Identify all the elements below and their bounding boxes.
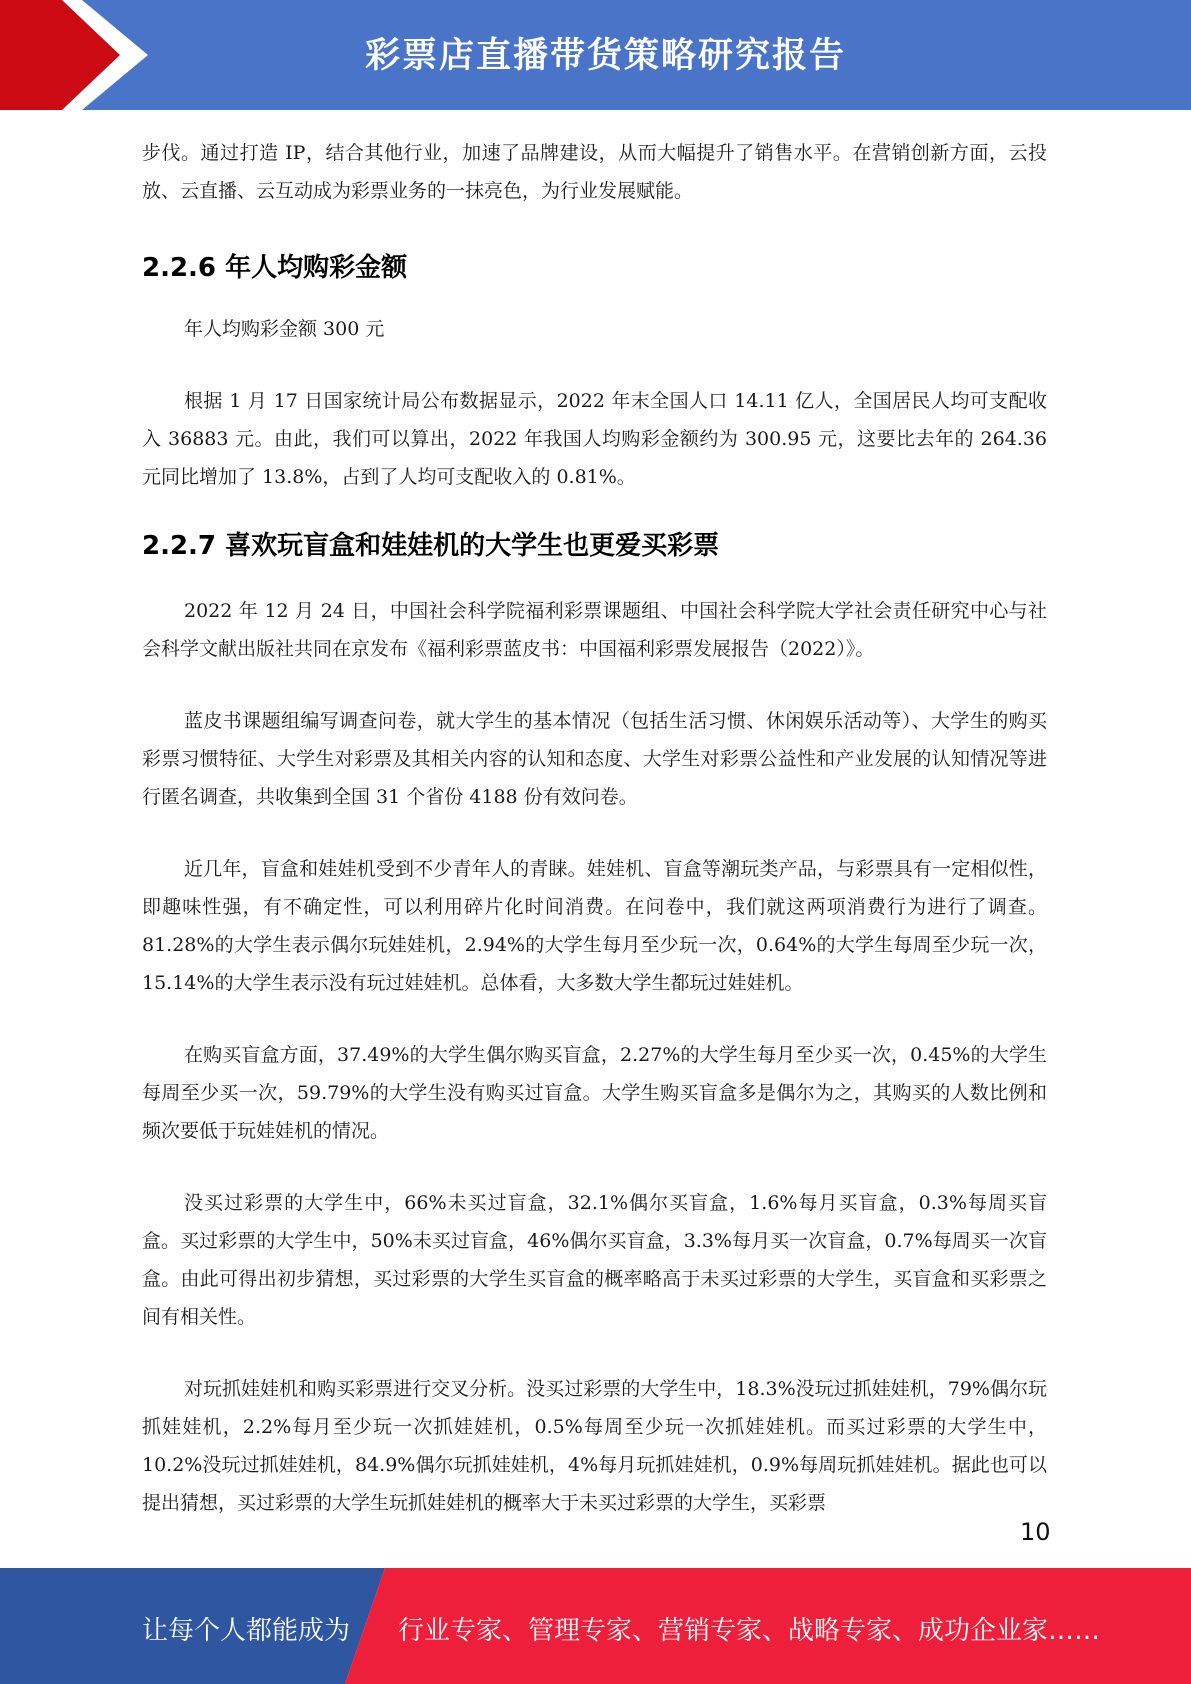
paragraph-cross-analysis-blind-box: 没买过彩票的大学生中，66%未买过盲盒，32.1%偶尔买盲盒，1.6%每月买盲盒，0.3%每周买盲盒。买过彩票的大学生中，50%未买过盲盒，46%偶尔买盲盒，3.3%每月买一次盲盒，0.7%每周买一次盲盒。由此可得出初步猜想，买过彩票的大学生买盲盒的概率略高于未买过彩票的大学生，买盲盒和买彩票之间有相关性。 <box>142 1192 1047 1328</box>
paragraph-intro: 步伐。通过打造 IP，结合其他行业，加速了品牌建设，从而大幅提升了销售水平。在营销创新方面，云投放、云直播、云互动成为彩票业务的一抹亮色，为行业发展赋能。 <box>142 142 1047 202</box>
paragraph-amount: 年人均购彩金额 300 元 <box>184 318 385 340</box>
footer-slogan-left: 让每个人都能成为 <box>142 1616 351 1646</box>
paragraph-claw-machine: 近几年，盲盒和娃娃机受到不少青年人的青睐。娃娃机、盲盒等潮玩类产品，与彩票具有一定相似性，即趣味性强，有不确定性，可以利用碎片化时间消费。在问卷中，我们就这两项消费行为进行了调查。81.28%的大学生表示偶尔玩娃娃机，2.94%的大学生每月至少玩一次，0.64%的大学生每周至少玩一次，15.14%的大学生表示没有玩过娃娃机。总体看，大多数大学生都玩过娃娃机。 <box>142 858 1047 994</box>
page-number: 10 <box>1020 1518 1051 1546</box>
paragraph-survey: 蓝皮书课题组编写调查问卷，就大学生的基本情况（包括生活习惯、休闲娱乐活动等）、大学生的购买彩票习惯特征、大学生对彩票及其相关内容的认知和态度、大学生对彩票公益性和产业发展的认知情况等进行匿名调查，共收集到全国 31 个省份 4188 份有效问卷。 <box>142 710 1047 808</box>
section-heading-2-2-6: 2.2.6 年人均购彩金额 <box>142 253 408 283</box>
section-heading-2-2-7: 2.2.7 喜欢玩盲盒和娃娃机的大学生也更爱买彩票 <box>142 531 720 561</box>
paragraph-bluebook: 2022 年 12 月 24 日，中国社会科学院福利彩票课题组、中国社会科学院大学社会责任研究中心与社会科学文献出版社共同在京发布《福利彩票蓝皮书：中国福利彩票发展报告（2022）》。 <box>142 600 1047 660</box>
paragraph-stats: 根据 1 月 17 日国家统计局公布数据显示，2022 年末全国人口 14.11 亿人，全国居民人均可支配收入 36883 元。由此，我们可以算出，2022 年我国人均购彩金额约为 300.95 元，这要比去年的 264.36 元同比增加了 13.8%，占到了人均可支配收入的 0.81%。 <box>142 390 1047 488</box>
footer-slogan-right: 行业专家、管理专家、营销专家、战略专家、成功企业家…… <box>398 1616 1101 1646</box>
paragraph-blind-box: 在购买盲盒方面，37.49%的大学生偶尔购买盲盒，2.27%的大学生每月至少买一次，0.45%的大学生每周至少买一次，59.79%的大学生没有购买过盲盒。大学生购买盲盒多是偶尔为之，其购买的人数比例和频次要低于玩娃娃机的情况。 <box>142 1044 1047 1142</box>
page-footer <box>0 1568 1191 1684</box>
page-content <box>142 134 1047 1522</box>
report-title: 彩票店直播带货策略研究报告 <box>364 36 846 76</box>
paragraph-cross-analysis-claw: 对玩抓娃娃机和购买彩票进行交叉分析。没买过彩票的大学生中，18.3%没玩过抓娃娃机，79%偶尔玩抓娃娃机，2.2%每月至少玩一次抓娃娃机，0.5%每周至少玩一次抓娃娃机。而买过彩票的大学生中，10.2%没玩过抓娃娃机，84.9%偶尔玩抓娃娃机，4%每月玩抓娃娃机，0.9%每周玩抓娃娃机。据此也可以提出猜想，买过彩票的大学生玩抓娃娃机的概率大于未买过彩票的大学生，买彩票 <box>142 1378 1047 1514</box>
page-header <box>0 0 1191 110</box>
